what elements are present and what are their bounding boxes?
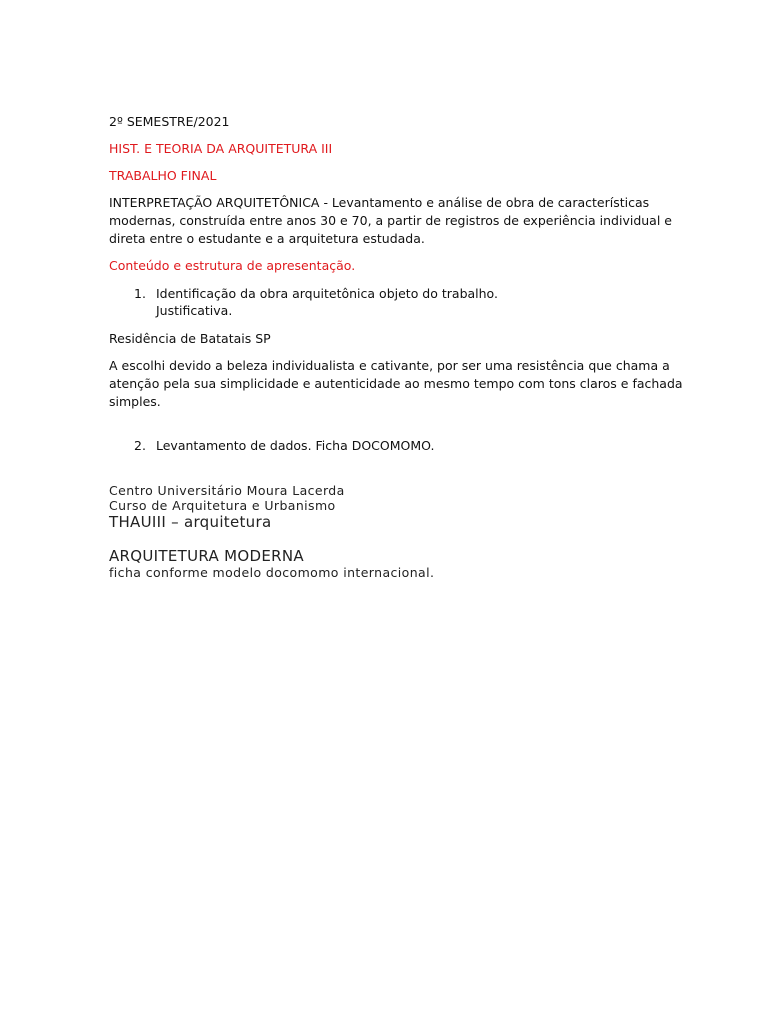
section-heading: Conteúdo e estrutura de apresentação.: [109, 258, 356, 273]
list-item-text: Levantamento de dados. Ficha DOCOMOMO.: [156, 438, 435, 453]
list-item-text: Justificativa.: [156, 303, 233, 318]
list-item-number: 2.: [134, 438, 146, 453]
list-item-text: Identificação da obra arquitetônica objeto do trabalho.: [156, 286, 498, 301]
intro-line: modernas, construída entre anos 30 e 70, a partir de registros de experiência individual e: [109, 213, 672, 228]
intro-line: direta entre o estudante e a arquitetura estudada.: [109, 231, 425, 246]
course-title: HIST. E TEORIA DA ARQUITETURA III: [109, 141, 333, 156]
justification-paragraph: [109, 357, 683, 411]
program-name: Curso de Arquitetura e Urbanismo: [109, 498, 336, 513]
work-title: Residência de Batatais SP: [109, 331, 271, 346]
justification-line: A escolhi devido a beleza individualista e cativante, por ser uma resistência que chama a: [109, 358, 670, 373]
intro-line: INTERPRETAÇÃO ARQUITETÔNICA - Levantamento e análise de obra de características: [109, 195, 650, 210]
assignment-title: TRABALHO FINAL: [109, 168, 217, 183]
cover-heading: ARQUITETURA MODERNA: [109, 547, 304, 565]
semester-label: 2º SEMESTRE/2021: [109, 114, 230, 129]
institution-name: Centro Universitário Moura Lacerda: [109, 483, 345, 498]
list-item-number: 1.: [134, 286, 146, 301]
justification-line: simples.: [109, 394, 161, 409]
justification-line: atenção pela sua simplicidade e autenticidade ao mesmo tempo com tons claros e fachada: [109, 376, 683, 391]
intro-paragraph: [109, 194, 672, 248]
discipline-name: THAUIII – arquitetura: [109, 513, 272, 531]
cover-subheading: ficha conforme modelo docomomo internacional.: [109, 565, 435, 580]
